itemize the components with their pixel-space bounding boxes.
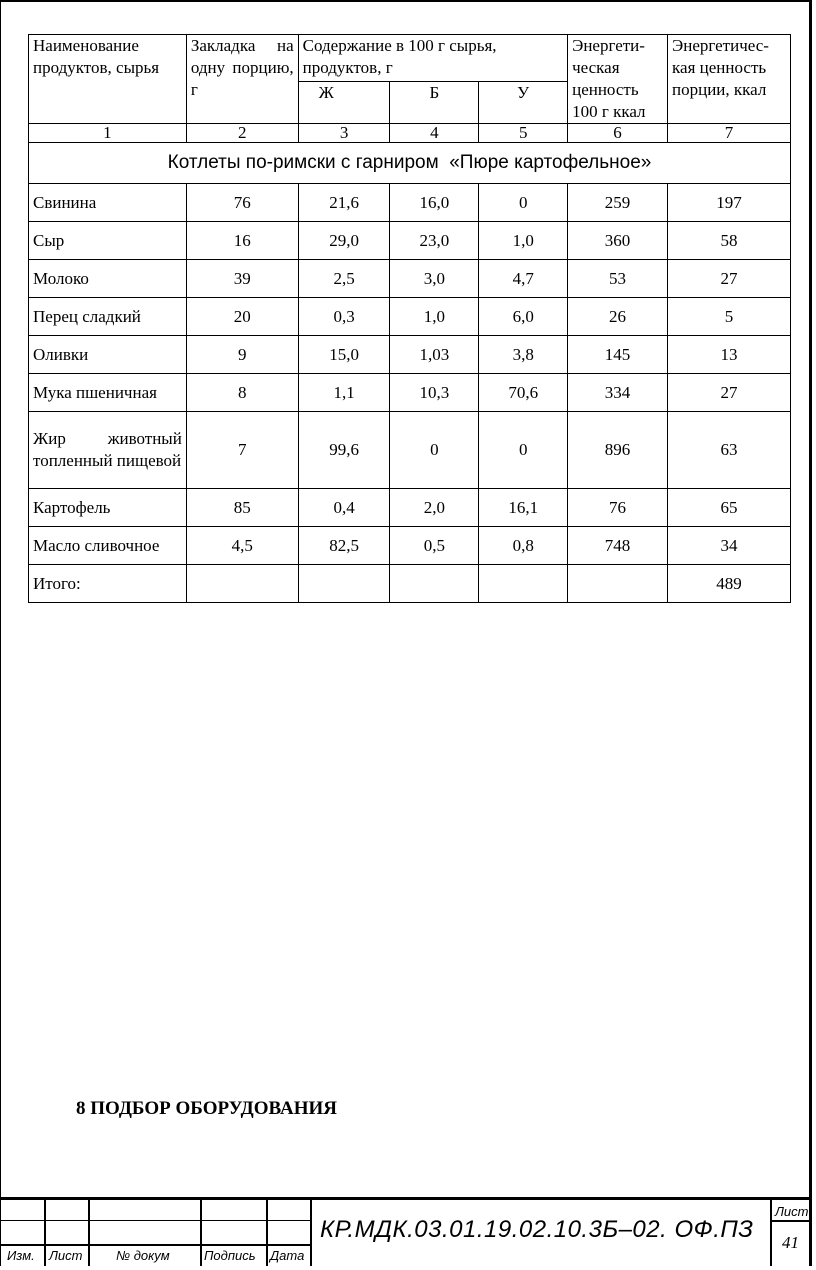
cell-energy-100: 896 — [568, 412, 668, 489]
cell-name: Молоко — [29, 260, 187, 298]
section-heading: 8 ПОДБОР ОБОРУДОВАНИЯ — [76, 1098, 337, 1119]
table-row — [29, 412, 791, 489]
empty-cell — [390, 565, 479, 603]
cell-name: Жир животный топленный пищевой — [29, 412, 187, 489]
header-energy-portion: Энергетичес-кая ценность порции, ккал — [668, 35, 791, 124]
table-row — [29, 260, 791, 298]
total-row — [29, 565, 791, 603]
column-number: 2 — [186, 124, 298, 143]
cell-portion: 4,5 — [186, 527, 298, 565]
cell-name: Свинина — [29, 184, 187, 222]
cell-name: Сыр — [29, 222, 187, 260]
cell-portion: 9 — [186, 336, 298, 374]
cell-carbs: 16,1 — [479, 489, 568, 527]
cell-energy-portion: 27 — [668, 374, 791, 412]
document-code: КР.МДК.03.01.19.02.10.3Б–02. ОФ.ПЗ — [320, 1216, 754, 1243]
cell-carbs: 6,0 — [479, 298, 568, 336]
cell-fat: 99,6 — [298, 412, 390, 489]
cell-energy-portion: 13 — [668, 336, 791, 374]
column-number: 5 — [479, 124, 568, 143]
stamp-izm: Изм. — [7, 1248, 35, 1263]
cell-fat: 82,5 — [298, 527, 390, 565]
total-label: Итого: — [29, 565, 187, 603]
empty-cell — [298, 565, 390, 603]
cell-carbs: 0,8 — [479, 527, 568, 565]
cell-name: Масло сливочное — [29, 527, 187, 565]
cell-energy-portion: 5 — [668, 298, 791, 336]
table-row — [29, 336, 791, 374]
title-block — [0, 1197, 812, 1266]
cell-name: Мука пшеничная — [29, 374, 187, 412]
stamp-sheet-label: Лист — [775, 1204, 809, 1219]
cell-portion: 7 — [186, 412, 298, 489]
table-row — [29, 222, 791, 260]
cell-energy-100: 334 — [568, 374, 668, 412]
column-number: 1 — [29, 124, 187, 143]
header-energy-100: Энергети-ческая ценность 100 г ккал — [568, 35, 668, 124]
stamp-doc-no: № докум — [116, 1248, 170, 1263]
cell-portion: 8 — [186, 374, 298, 412]
header-carbs: У — [479, 81, 568, 123]
cell-portion: 20 — [186, 298, 298, 336]
cell-portion: 76 — [186, 184, 298, 222]
table-row — [29, 489, 791, 527]
cell-fat: 0,3 — [298, 298, 390, 336]
cell-fat: 1,1 — [298, 374, 390, 412]
cell-carbs: 0 — [479, 184, 568, 222]
table-row — [29, 298, 791, 336]
stamp-signature: Подпись — [204, 1248, 256, 1263]
empty-cell — [568, 565, 668, 603]
cell-name: Картофель — [29, 489, 187, 527]
cell-energy-portion: 27 — [668, 260, 791, 298]
empty-cell — [186, 565, 298, 603]
header-content: Содержание в 100 г сырья, продуктов, г — [298, 35, 567, 82]
cell-protein: 0 — [390, 412, 479, 489]
column-number: 4 — [390, 124, 479, 143]
table-row — [29, 184, 791, 222]
cell-protein: 3,0 — [390, 260, 479, 298]
empty-cell — [479, 565, 568, 603]
stamp-list: Лист — [49, 1248, 83, 1263]
cell-energy-portion: 197 — [668, 184, 791, 222]
cell-energy-100: 76 — [568, 489, 668, 527]
cell-portion: 16 — [186, 222, 298, 260]
cell-energy-portion: 58 — [668, 222, 791, 260]
cell-carbs: 3,8 — [479, 336, 568, 374]
header-name: Наименование продуктов, сырья — [29, 35, 187, 124]
cell-protein: 1,0 — [390, 298, 479, 336]
column-number: 3 — [298, 124, 390, 143]
header-fat: Ж — [298, 81, 390, 123]
total-value: 489 — [668, 565, 791, 603]
column-number: 6 — [568, 124, 668, 143]
cell-portion: 39 — [186, 260, 298, 298]
cell-energy-100: 259 — [568, 184, 668, 222]
header-protein: Б — [390, 81, 479, 123]
cell-portion: 85 — [186, 489, 298, 527]
cell-name: Оливки — [29, 336, 187, 374]
cell-fat: 29,0 — [298, 222, 390, 260]
cell-energy-portion: 65 — [668, 489, 791, 527]
column-number: 7 — [668, 124, 791, 143]
cell-energy-100: 748 — [568, 527, 668, 565]
cell-protein: 10,3 — [390, 374, 479, 412]
cell-fat: 0,4 — [298, 489, 390, 527]
cell-energy-100: 26 — [568, 298, 668, 336]
cell-energy-portion: 63 — [668, 412, 791, 489]
table-row — [29, 374, 791, 412]
cell-energy-portion: 34 — [668, 527, 791, 565]
header-portion: Закладка на одну порцию, г — [186, 35, 298, 124]
cell-protein: 0,5 — [390, 527, 479, 565]
cell-carbs: 70,6 — [479, 374, 568, 412]
cell-protein: 2,0 — [390, 489, 479, 527]
dish-title: Котлеты по-римски с гарниром «Пюре картофельное» — [29, 143, 791, 184]
cell-name: Перец сладкий — [29, 298, 187, 336]
cell-energy-100: 360 — [568, 222, 668, 260]
cell-protein: 23,0 — [390, 222, 479, 260]
cell-carbs: 4,7 — [479, 260, 568, 298]
sheet-number: 41 — [782, 1233, 799, 1252]
cell-protein: 1,03 — [390, 336, 479, 374]
cell-carbs: 0 — [479, 412, 568, 489]
stamp-date: Дата — [270, 1248, 305, 1263]
cell-energy-100: 53 — [568, 260, 668, 298]
cell-carbs: 1,0 — [479, 222, 568, 260]
cell-fat: 2,5 — [298, 260, 390, 298]
cell-energy-100: 145 — [568, 336, 668, 374]
cell-fat: 15,0 — [298, 336, 390, 374]
cell-fat: 21,6 — [298, 184, 390, 222]
table-row — [29, 527, 791, 565]
cell-protein: 16,0 — [390, 184, 479, 222]
nutrition-table — [28, 34, 791, 603]
